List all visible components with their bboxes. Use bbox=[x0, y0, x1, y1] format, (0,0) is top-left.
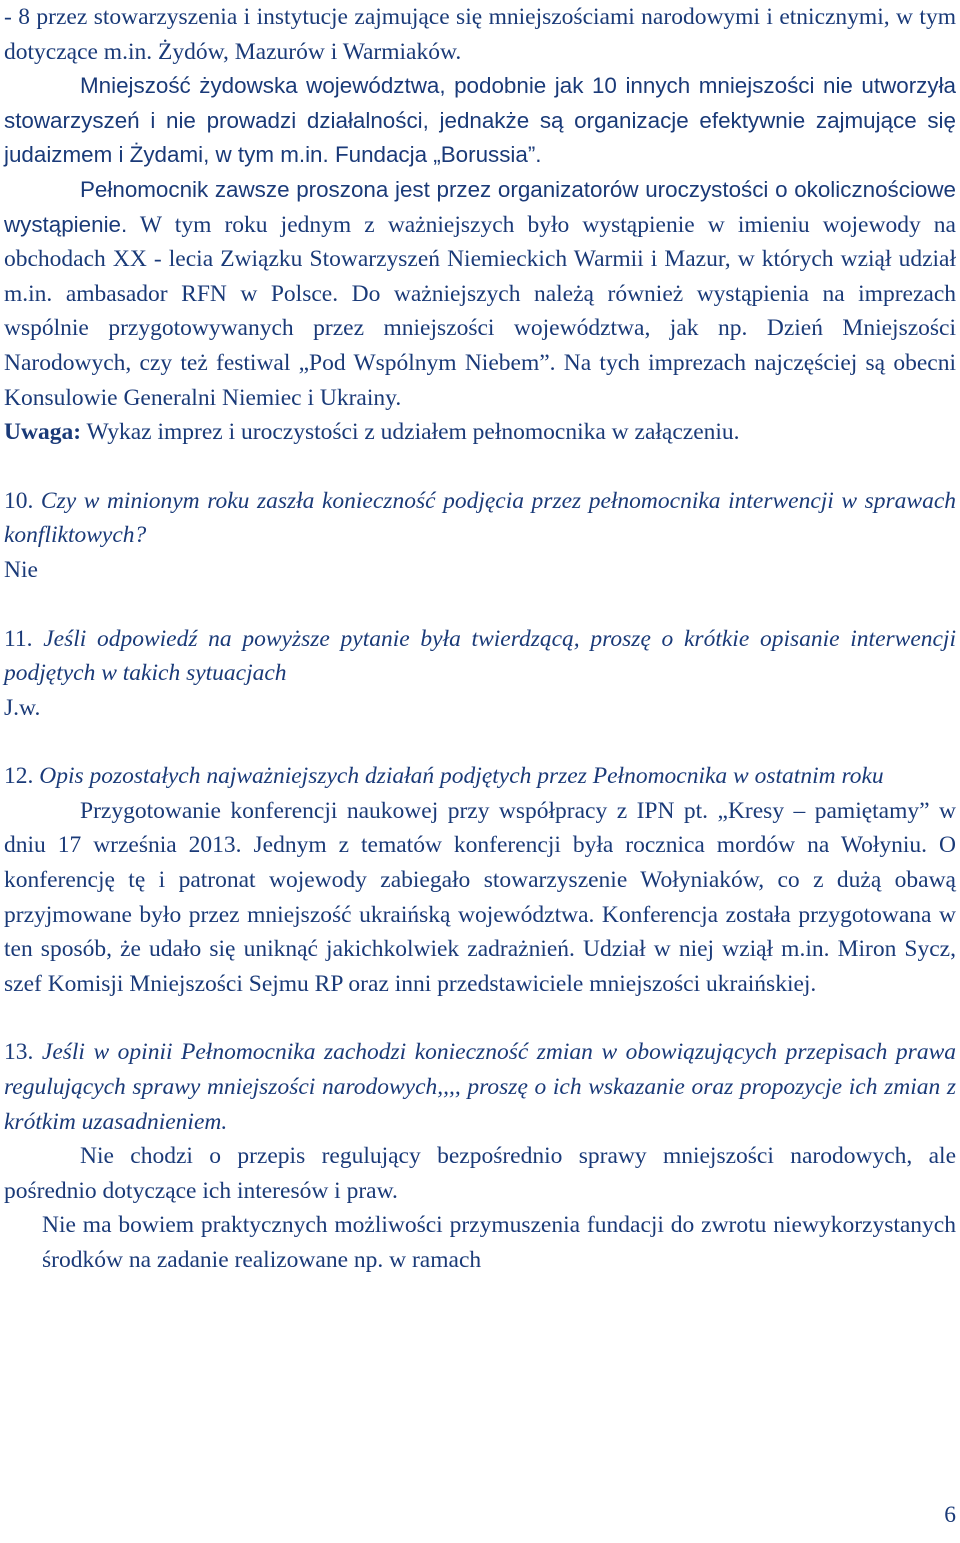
question-11-number: 11. bbox=[4, 625, 33, 652]
document-page bbox=[4, 0, 956, 1278]
answer-13: Nie chodzi o przepis regulujący bezpośrednio sprawy mniejszości narodowych, ale pośrednio dotyczące ich interesów i praw. bbox=[4, 1143, 956, 1204]
paragraph-organizations-list: - 8 przez stowarzyszenia i instytucje zajmujące się mniejszościami narodowymi i etnicznymi, w tym dotyczące m.in. Żydów, Mazurów i Warmiaków. bbox=[4, 4, 956, 65]
question-10-number: 10. bbox=[4, 487, 34, 514]
answer-13-continued: Nie ma bowiem praktycznych możliwości przymuszenia fundacji do zwrotu niewykorzystanych środków na zadanie realizowane np. w ramach bbox=[42, 1212, 956, 1273]
question-10-text: Czy w minionym roku zaszła konieczność podjęcia przez pełnomocnika interwencji w sprawach konfliktowych? bbox=[4, 487, 956, 549]
paragraph-jewish-minority: Mniejszość żydowska województwa, podobnie jak 10 innych mniejszości nie utworzyła stowarzyszeń i nie prowadzi działalności, jednakże są organizacje efektywnie zajmujące się judaizmem i Żydami, w tym m.in. Fundacja „Borussia”. bbox=[4, 73, 956, 168]
question-11 bbox=[4, 622, 956, 691]
note-attachment bbox=[4, 415, 956, 450]
question-11-text: Jeśli odpowiedź na powyższe pytanie była twierdzącą, proszę o krótkie opisanie interwencji podjętych w takich sytuacjach bbox=[4, 625, 956, 687]
paragraph-speeches-events: Do ważniejszych należą również wystąpienia na imprezach wspólnie przygotowywanych przez mniejszości województwa, jak np. Dzień Mniejszości Narodowych, czy też festiwal „Pod Wspólnym Niebem”. Na tych imprezach najczęściej są obecni Konsulowie Generalni Niemiec i Ukrainy. bbox=[4, 280, 957, 411]
answer-11: J.w. bbox=[4, 694, 41, 721]
page-number: 6 bbox=[944, 1502, 956, 1528]
answer-12: Przygotowanie konferencji naukowej przy współpracy z IPN pt. „Kresy – pamiętamy” w dniu 17 września 2013. Jednym z tematów konferencji była rocznica mordów na Wołyniu. O konferencję tę i patronat wojewody zabiegało stowarzyszenie Wołyniaków, co z dużą obawą przyjmowane było przez mniejszość ukraińską województwa. Konferencja została przygotowana w ten sposób, że udało się uniknąć jakichkolwiek zadrażnień. Udział w niej wziął m.in. Miron Sycz, szef Komisji Mniejszości Sejmu RP oraz inni przedstawiciele mniejszości ukraińskiej. bbox=[4, 797, 956, 997]
paragraph-speeches-main: W tym roku jednym z ważniejszych było wystąpienie w imieniu wojewody na obchodach XX - lecia Związku Stowarzyszeń Niemieckich Warmii i Mazur, w których wziął udział m.in. ambasador RFN w Polsce. bbox=[4, 211, 956, 307]
question-12-number: 12. bbox=[4, 763, 34, 790]
question-12 bbox=[4, 759, 956, 794]
question-12-block bbox=[4, 759, 956, 1001]
answer-10: Nie bbox=[4, 556, 38, 583]
paragraph-speeches bbox=[4, 173, 956, 415]
question-10 bbox=[4, 484, 956, 553]
paragraph-speeches-intro: Pełnomocnik zawsze proszona jest przez organizatorów uroczystości o okolicznościowe wystąpienie. bbox=[4, 176, 956, 237]
note-text: Wykaz imprez i uroczystości z udziałem pełnomocnika w załączeniu. bbox=[81, 419, 740, 446]
question-13-block bbox=[4, 1035, 956, 1277]
question-13-number: 13. bbox=[4, 1039, 34, 1066]
question-13-text: Jeśli w opinii Pełnomocnika zachodzi konieczność zmian w obowiązujących przepisach prawa regulujących sprawy mniejszości narodowych,,,, proszę o ich wskazanie oraz propozycje ich zmian z krótkim uzasadnieniem. bbox=[4, 1039, 956, 1135]
question-12-text: Opis pozostałych najważniejszych działań podjętych przez Pełnomocnika w ostatnim roku bbox=[33, 763, 884, 790]
question-10-block bbox=[4, 484, 956, 588]
note-label: Uwaga: bbox=[4, 419, 82, 446]
question-11-block bbox=[4, 622, 956, 726]
question-13 bbox=[4, 1035, 956, 1139]
